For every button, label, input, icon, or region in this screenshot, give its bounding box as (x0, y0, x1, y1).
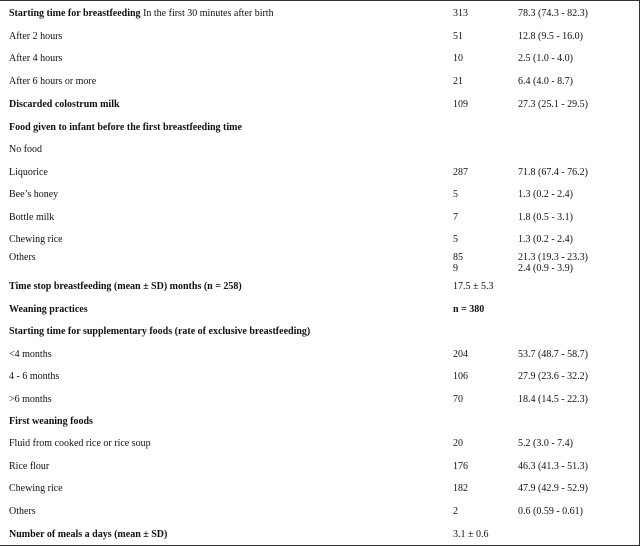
row-label: Starting time for supplementary foods (rate of exclusive breastfeeding) (9, 326, 311, 337)
row-count (453, 281, 494, 292)
row-label: <4 months (9, 349, 52, 360)
row-count-value: 109 (453, 99, 468, 110)
row-percent-value: 0.6 (0.59 - 0.61) (518, 506, 583, 517)
row-percent-value: 18.4 (14.5 - 22.3) (518, 394, 588, 405)
row-percent (518, 212, 573, 223)
row-percent-value: 47.9 (42.9 - 52.9) (518, 483, 588, 494)
row-percent (518, 371, 588, 382)
row-label-heading: Starting time for breastfeeding (9, 8, 141, 19)
row-percent (518, 167, 588, 178)
row-label: Weaning practices (9, 304, 88, 315)
row-count (453, 234, 458, 245)
row-percent (518, 76, 573, 87)
row-label: Others (9, 506, 36, 517)
row-count-value: 51 (453, 31, 463, 42)
row-percent (518, 99, 588, 110)
row-percent-value-2: 2.4 (0.9 - 3.9) (518, 263, 573, 274)
row-count-value: 106 (453, 371, 468, 382)
row-count-value: 85 (453, 252, 463, 263)
row-percent-value: 12.8 (9.5 - 16.0) (518, 31, 583, 42)
row-count-value: 21 (453, 76, 463, 87)
row-percent-value: 1.8 (0.5 - 3.1) (518, 212, 573, 223)
row-percent-value: 78.3 (74.3 - 82.3) (518, 8, 588, 19)
row-percent (518, 483, 588, 494)
row-percent (518, 438, 573, 449)
row-percent (518, 189, 573, 200)
row-percent-value: 21.3 (19.3 - 23.3) (518, 252, 588, 263)
row-count-value: 176 (453, 461, 468, 472)
row-count-value: 2 (453, 506, 458, 517)
row-count-value: 182 (453, 483, 468, 494)
row-count-value: 17.5 ± 5.3 (453, 281, 494, 292)
row-percent (518, 252, 588, 274)
row-label: After 6 hours or more (9, 76, 97, 87)
row-count (453, 99, 468, 110)
row-label: First weaning foods (9, 416, 93, 427)
row-label-detail: In the first 30 minutes after birth (140, 8, 274, 19)
row-count (453, 506, 458, 517)
row-count-value: 204 (453, 349, 468, 360)
row-percent (518, 506, 583, 517)
row-count (453, 167, 468, 178)
row-count (453, 252, 463, 274)
row-percent-value: 71.8 (67.4 - 76.2) (518, 167, 588, 178)
row-count-value: 20 (453, 438, 463, 449)
row-percent-value: 1.3 (0.2 - 2.4) (518, 189, 573, 200)
row-count-value: 5 (453, 234, 458, 245)
row-label: Time stop breastfeeding (mean ± SD) months (n = 258) (9, 281, 242, 292)
row-percent (518, 394, 588, 405)
row-label: 4 - 6 months (9, 371, 60, 382)
row-count-value: 70 (453, 394, 463, 405)
row-count-value: n = 380 (453, 304, 485, 315)
row-count (453, 189, 458, 200)
row-percent-value: 46.3 (41.3 - 51.3) (518, 461, 588, 472)
row-count (453, 371, 468, 382)
row-percent (518, 349, 588, 360)
row-count-value: 287 (453, 167, 468, 178)
row-percent-value: 53.7 (48.7 - 58.7) (518, 349, 588, 360)
row-count (453, 394, 463, 405)
row-percent-value: 2.5 (1.0 - 4.0) (518, 53, 573, 64)
row-label (9, 8, 274, 19)
row-count (453, 31, 463, 42)
row-label: Liquorice (9, 167, 48, 178)
row-count (453, 461, 468, 472)
row-count (453, 438, 463, 449)
row-label: >6 months (9, 394, 52, 405)
row-count (453, 304, 484, 315)
row-percent (518, 461, 588, 472)
row-label: Discarded colostrum milk (9, 99, 120, 110)
row-percent-value: 6.4 (4.0 - 8.7) (518, 76, 573, 87)
row-label: Fluid from cooked rice or rice soup (9, 438, 151, 449)
row-count (453, 212, 458, 223)
row-percent-value: 5.2 (3.0 - 7.4) (518, 438, 573, 449)
row-count-value-2: 9 (453, 263, 458, 274)
row-count (453, 53, 463, 64)
row-percent-value: 27.9 (23.6 - 32.2) (518, 371, 588, 382)
row-label: Bee’s honey (9, 189, 59, 200)
row-percent (518, 8, 588, 19)
row-count-value: 3.1 ± 0.6 (453, 529, 489, 540)
row-count (453, 8, 468, 19)
row-label: After 2 hours (9, 31, 63, 42)
row-percent (518, 234, 573, 245)
row-label: Bottle milk (9, 212, 55, 223)
row-count-value: 7 (453, 212, 458, 223)
row-percent-value: 1.3 (0.2 - 2.4) (518, 234, 573, 245)
row-percent (518, 31, 583, 42)
row-count (453, 76, 463, 87)
row-label: Rice flour (9, 461, 50, 472)
row-count (453, 349, 468, 360)
row-count-value: 313 (453, 8, 468, 19)
row-label: Food given to infant before the first breastfeeding time (9, 122, 242, 133)
row-count (453, 529, 489, 540)
row-count-value: 5 (453, 189, 458, 200)
row-label: Chewing rice (9, 234, 63, 245)
row-label: No food (9, 144, 43, 155)
row-label: Others (9, 252, 36, 263)
row-percent (518, 53, 573, 64)
row-percent-value: 27.3 (25.1 - 29.5) (518, 99, 588, 110)
row-count-value: 10 (453, 53, 463, 64)
row-label: Number of meals a days (mean ± SD) (9, 529, 168, 540)
row-label: Chewing rice (9, 483, 63, 494)
row-label: After 4 hours (9, 53, 63, 64)
row-count (453, 483, 468, 494)
